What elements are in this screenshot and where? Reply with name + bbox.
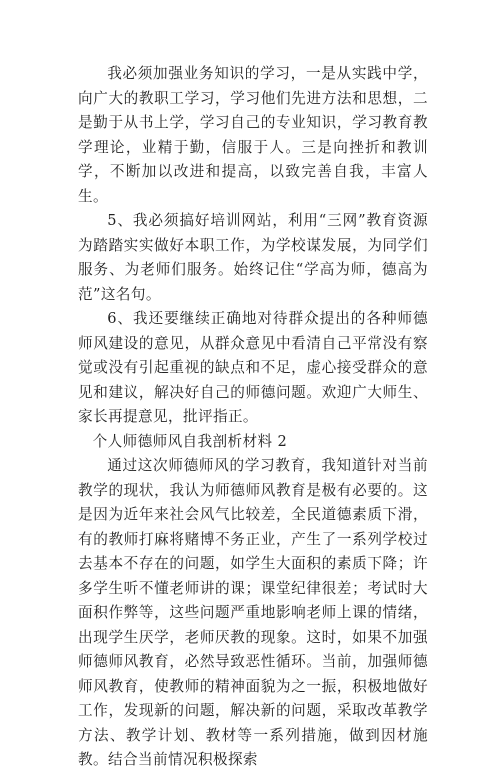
paragraph-analysis: 通过这次师德师风的学习教育，我知道针对当前教学的现状，我认为师德师风教育是极有必要的。这是因为近年来社会风气比较差，全民道德素质下滑，有的教师打麻将赌博不务正业，产生了一系列学校过去基本不存在的问题，如学生大面积的素质下降；许多学生听不懂老师讲的课；课堂纪律很差；考试时大面积作弊等，这些问题严重地影响老师上课的情绪，出现学生厌学，老师厌教的现象。这时，如果不加强师德师风教育，必然导致恶性循环。当前，加强师德师风教育，使教师的精神面貌为之一振，积极地做好工作，发现新的问题，解决新的问题，采取改革教学方法、教学计划、教材等一系列措施，做到因材施教。结合当前情况积极探索: [78, 457, 428, 768]
paragraph-item-5: 5、我必须搞好培训网站，利用“三网”教育资源为踏踏实实做好本职工作，为学校谋发展，为同学们服务、为老师们服务。始终记住“学高为师，德高为范”这名句。: [78, 212, 428, 303]
document-body: [78, 62, 428, 773]
paragraph-item-6: 6、我还要继续正确地对待群众提出的各种师德师风建设的意见，从群众意见中看清自己平常没有察觉或没有引起重视的缺点和不足，虚心接受群众的意见和建议，解决好自己的师德问题。欢迎广大师生、家长再提意见，批评指正。: [78, 310, 428, 425]
paragraph-study: 我必须加强业务知识的学习，一是从实践中学，向广大的教职工学习，学习他们先进方法和思想，二是勤于从书上学，学习自己的专业知识，学习教育教学理论，业精于勤，信服于人。三是向挫折和教训学，不断加以改进和提高，以致完善自我，丰富人生。: [78, 65, 428, 205]
section-heading: 个人师德师风自我剖析材料 2: [92, 432, 288, 450]
